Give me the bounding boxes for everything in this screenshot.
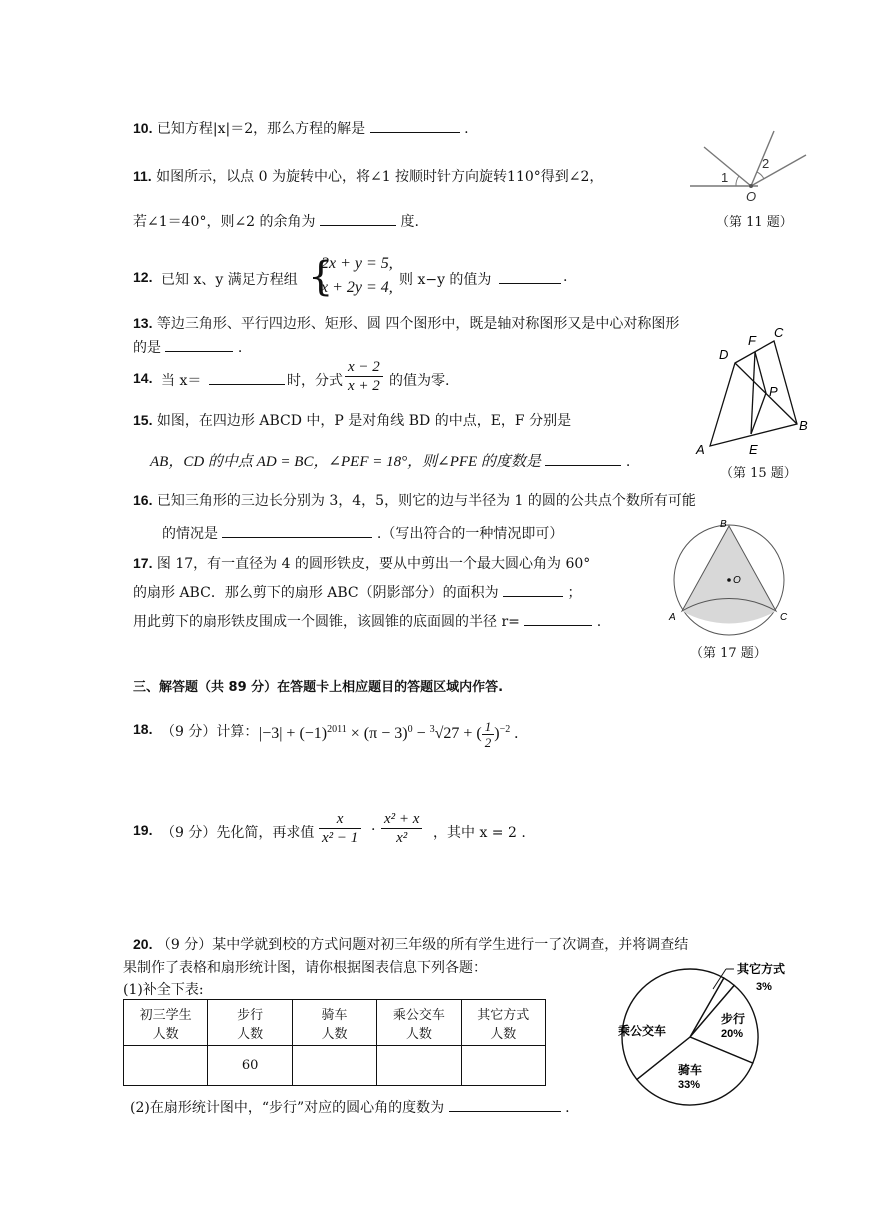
question-number: 14. bbox=[133, 370, 153, 386]
slice-label-bus: 乘公交车 bbox=[618, 1024, 667, 1038]
question-20-line2: 果制作了表格和扇形统计图，请你根据图表信息下列各题： bbox=[123, 960, 487, 976]
table-header: 初三学生 人数 bbox=[124, 1000, 208, 1046]
label-c: C bbox=[780, 612, 788, 623]
pie-chart bbox=[610, 955, 840, 1115]
label-a: A bbox=[696, 442, 705, 457]
label-1: 1 bbox=[721, 170, 729, 185]
question-end: .（写出符合的一种情况即可） bbox=[376, 526, 564, 542]
question-end: . bbox=[565, 1100, 570, 1116]
question-13-line2 bbox=[133, 337, 242, 357]
question-text: 时，分式 bbox=[287, 373, 343, 389]
fraction bbox=[345, 358, 383, 395]
label-c: C bbox=[774, 325, 784, 340]
question-17-line2 bbox=[133, 582, 582, 602]
question-number: 19. bbox=[133, 822, 153, 838]
question-end: . bbox=[563, 269, 568, 285]
question-text: 等边三角形、平行四边形、矩形、圆 四个图形中，既是轴对称图形又是中心对称图形 bbox=[156, 316, 680, 332]
question-number: 12. bbox=[133, 269, 153, 285]
question-number: 18. bbox=[133, 721, 153, 737]
question-text: 当 x＝ bbox=[161, 373, 202, 389]
figure-17 bbox=[664, 518, 804, 638]
question-11-line2 bbox=[133, 211, 419, 231]
slice-label-bike: 骑车 bbox=[678, 1063, 703, 1077]
question-text: 如图所示，以点 0 为旋转中心，将∠1 按顺时针方向旋转110°得到∠2， bbox=[156, 169, 604, 185]
question-text: 图 17，有一直径为 4 的圆形铁皮，要从中剪出一个最大圆心角为 60° bbox=[156, 556, 591, 572]
question-text: (2)在扇形统计图中，“步行”对应的圆心角的度数为 bbox=[130, 1100, 445, 1116]
brace: { bbox=[308, 254, 334, 300]
answer-blank[interactable] bbox=[499, 269, 561, 284]
answer-blank[interactable] bbox=[545, 451, 621, 466]
table-cell: 60 bbox=[208, 1046, 293, 1086]
question-20-sub1: (1)补全下表: bbox=[123, 982, 204, 998]
question-17-line1 bbox=[133, 553, 590, 573]
fraction-numerator: x² + x bbox=[381, 810, 422, 829]
question-text: （9 分）某中学就到校的方式问题对初三年级的所有学生进行一了次调查，并将调查结 bbox=[156, 937, 689, 953]
section-title: 三、解答题（共 89 分）在答题卡上相应题目的答题区域内作答. bbox=[133, 680, 504, 695]
question-text: AB，CD 的中点 AD = BC，∠PEF = 18°，则∠PFE 的度数是 bbox=[150, 454, 541, 470]
answer-blank[interactable] bbox=[165, 337, 233, 352]
answer-blank[interactable] bbox=[370, 118, 460, 133]
question-10 bbox=[133, 118, 469, 138]
equation-1: 2x + y = 5, bbox=[321, 255, 393, 272]
expression: $|-3| + (-1)^{2011} \times (\pi - 3)^0 - ^3√27$ + ( $\frac{1}{2}$ )$^{-2}$ . bbox=[259, 719, 519, 750]
question-text: ，其中 x = 2 . bbox=[433, 825, 526, 841]
survey-table bbox=[123, 999, 546, 1086]
question-end: . bbox=[237, 340, 243, 356]
answer-blank[interactable] bbox=[209, 370, 285, 385]
slice-value-walk: 20% bbox=[721, 1028, 744, 1040]
question-text: 已知三角形的三边长分别为 3，4，5，则它的边与半径为 1 的圆的公共点个数所有可能 bbox=[156, 493, 696, 509]
question-text: 若∠1＝40°，则∠2 的余角为 bbox=[133, 214, 316, 230]
figure-11-caption: （第 11 题） bbox=[716, 215, 793, 230]
figure-15 bbox=[688, 320, 818, 465]
answer-blank[interactable] bbox=[222, 523, 372, 538]
slice-label-walk: 步行 bbox=[721, 1012, 746, 1026]
answer-blank[interactable] bbox=[524, 611, 592, 626]
question-number: 20. bbox=[133, 936, 153, 952]
question-text: （9 分）计算： bbox=[161, 724, 259, 740]
question-15-line2 bbox=[150, 450, 630, 471]
question-number: 16. bbox=[133, 492, 153, 508]
question-11-line1 bbox=[133, 166, 603, 186]
fraction-1 bbox=[319, 810, 361, 847]
question-text: 的扇形 ABC．那么剪下的扇形 ABC（阴影部分）的面积为 bbox=[133, 585, 499, 601]
figure-17-caption: （第 17 题） bbox=[690, 646, 767, 661]
question-end: . bbox=[464, 121, 469, 137]
question-number: 17. bbox=[133, 555, 153, 571]
answer-blank[interactable] bbox=[320, 211, 396, 226]
question-text: 的情况是 bbox=[162, 526, 218, 542]
question-16-line2 bbox=[162, 523, 563, 543]
figure-11 bbox=[688, 125, 838, 205]
table-cell[interactable] bbox=[124, 1046, 208, 1086]
label-o: O bbox=[746, 189, 757, 204]
table-header: 乘公交车 人数 bbox=[377, 1000, 461, 1046]
question-text: 的值为零. bbox=[389, 373, 450, 389]
table-row bbox=[124, 1046, 546, 1086]
question-end: . bbox=[625, 454, 631, 470]
figure-15-caption: （第 15 题） bbox=[720, 466, 797, 481]
question-number: 11. bbox=[133, 168, 152, 184]
question-end: . bbox=[596, 614, 602, 630]
slice-label-other: 其它方式 bbox=[737, 962, 786, 976]
fraction-2 bbox=[381, 810, 422, 847]
question-number: 10. bbox=[133, 120, 153, 136]
label-e: E bbox=[749, 442, 758, 457]
label-a: A bbox=[669, 612, 676, 623]
question-text: 已知 x、y 满足方程组 bbox=[161, 272, 298, 288]
dot-operator: · bbox=[371, 822, 376, 838]
fraction-denominator: x² bbox=[396, 830, 408, 846]
question-end: ； bbox=[567, 585, 582, 601]
equation-2: x + 2y = 4, bbox=[321, 279, 393, 296]
question-20-sub2 bbox=[130, 1097, 570, 1117]
fraction-denominator: x² − 1 bbox=[322, 830, 359, 846]
question-16-line1 bbox=[133, 490, 696, 510]
question-15-line1 bbox=[133, 410, 571, 430]
answer-blank[interactable] bbox=[449, 1097, 561, 1112]
table-cell[interactable] bbox=[377, 1046, 461, 1086]
slice-value-other: 3% bbox=[756, 981, 772, 993]
table-header: 其它方式 人数 bbox=[461, 1000, 545, 1046]
question-text: 如图，在四边形 ABCD 中，P 是对角线 BD 的中点，E，F 分别是 bbox=[156, 413, 572, 429]
table-header: 骑车 人数 bbox=[292, 1000, 376, 1046]
table-cell[interactable] bbox=[461, 1046, 545, 1086]
question-13-line1 bbox=[133, 313, 679, 333]
question-text: 用此剪下的扇形铁皮围成一个圆锥，该圆锥的底面圆的半径 r= bbox=[133, 614, 520, 630]
label-b: B bbox=[799, 418, 808, 433]
table-header-row bbox=[124, 1000, 546, 1046]
question-number: 13. bbox=[133, 315, 153, 331]
question-text: （9 分）先化简，再求值 bbox=[161, 825, 315, 841]
fraction-numerator: x bbox=[319, 810, 361, 829]
slice-value-bike: 33% bbox=[678, 1079, 701, 1091]
question-text: 则 x−y 的值为 bbox=[399, 272, 492, 288]
fraction-numerator: x − 2 bbox=[345, 358, 383, 377]
label-o: O bbox=[733, 575, 741, 586]
table-header: 步行 人数 bbox=[208, 1000, 293, 1046]
question-number: 15. bbox=[133, 412, 153, 428]
question-17-line3 bbox=[133, 611, 601, 631]
question-end: 度. bbox=[400, 214, 419, 230]
question-20-line1 bbox=[133, 934, 688, 954]
question-text: 已知方程|x|＝2，那么方程的解是 bbox=[156, 121, 366, 137]
label-p: P bbox=[769, 384, 778, 399]
label-b: B bbox=[720, 519, 727, 530]
table-cell[interactable] bbox=[292, 1046, 376, 1086]
fraction-denominator: x + 2 bbox=[348, 378, 380, 394]
question-text: 的是 bbox=[133, 340, 161, 356]
answer-blank[interactable] bbox=[503, 582, 563, 597]
label-f: F bbox=[748, 333, 756, 348]
label-d: D bbox=[719, 347, 729, 362]
label-2: 2 bbox=[762, 156, 770, 171]
